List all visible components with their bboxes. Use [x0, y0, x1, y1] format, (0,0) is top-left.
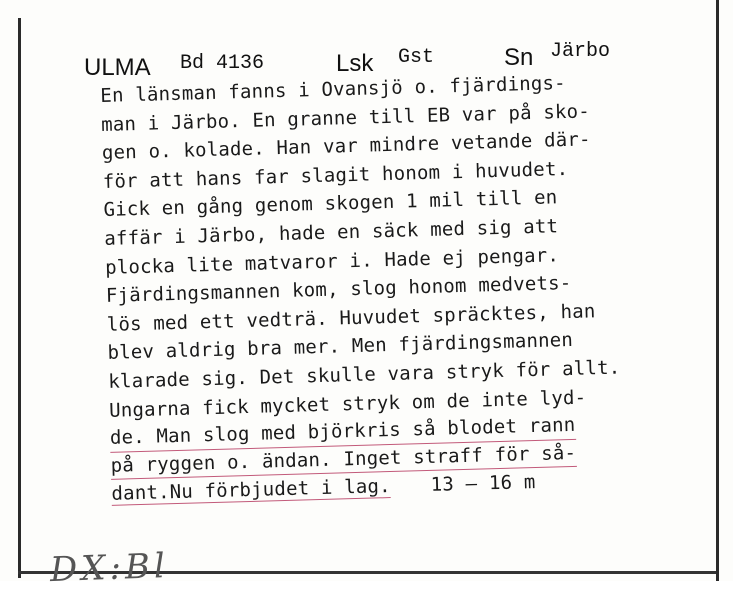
underlined-text-line: de. Man slog med björkris så blodet rann [110, 412, 576, 453]
card-right-edge [716, 0, 719, 581]
text-line: man i Järbo. En granne till EB var på sko- [100, 99, 591, 136]
text-line: plocka lite matvaror i. Hade ej pengar. [104, 243, 560, 279]
text-line: affär i Järbo, hade en säck med sig att [104, 215, 559, 250]
text-line: Fjärdingsmannen kom, slog honom medvets- [105, 272, 572, 308]
text-line: En länsman fanns i Ovansjö o. fjärdings- [100, 71, 567, 107]
text-line: blev aldrig bra mer. Men fjärdingsmannen [107, 329, 574, 365]
text-line: för att hans far slagit honom i huvudet. [102, 157, 569, 193]
lsk-value: Gst [398, 46, 435, 69]
text-line: klarade sig. Det skulle vara stryk för allt. [108, 356, 621, 393]
sn-value: Järbo [550, 40, 611, 63]
card-body [100, 65, 722, 509]
sn-label: Sn [504, 44, 534, 71]
archive-code: ULMA [84, 54, 151, 81]
text-line: lös med ett vedträ. Huvudet spräcktes, han [106, 300, 596, 336]
record-number: Bd 4136 [180, 52, 265, 75]
text-line: gen o. kolade. Han var mindre vetande där- [101, 128, 591, 165]
page-reference: 13 – 16 m [430, 471, 536, 497]
handwritten-note: DX:Bl [49, 545, 170, 590]
text-line: Gick en gång genom skogen 1 mil till en [103, 186, 558, 222]
card-left-edge [18, 18, 21, 578]
lsk-label: Lsk [336, 50, 374, 77]
underlined-text-fragment: dant.Nu förbjudet i lag. [111, 475, 392, 506]
underlined-text-line: på ryggen o. ändan. Inget straff för så- [110, 440, 576, 481]
text-line: Ungarna fick mycket stryk om de inte lyd- [108, 386, 587, 422]
